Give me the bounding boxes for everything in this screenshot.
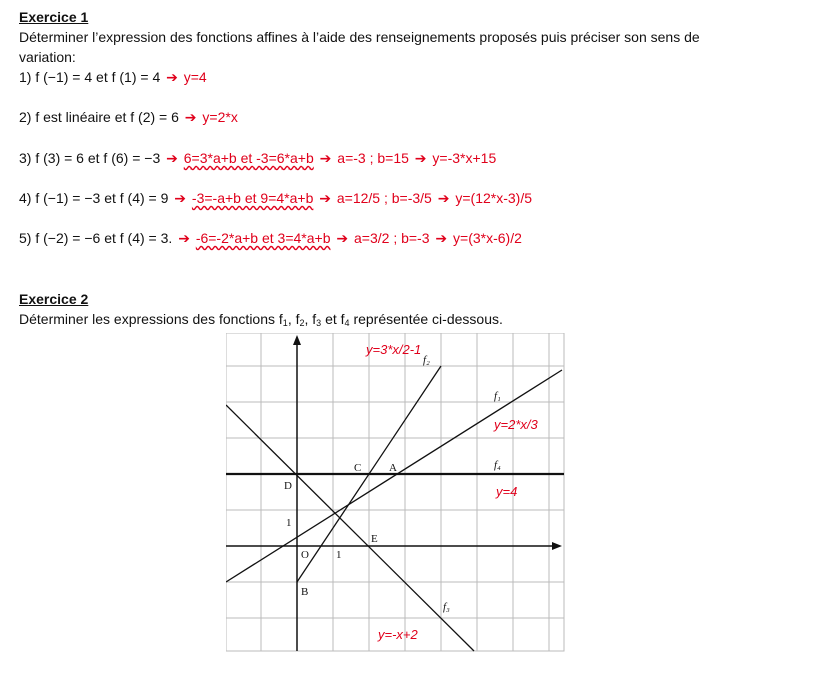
instruction-text: représentée ci-dessous. — [349, 311, 503, 327]
arrow-right-icon: ➔ — [166, 69, 178, 85]
equation-f3: y=-x+2 — [378, 627, 418, 642]
system-equations: -6=-2*a+b et 3=4*a+b — [195, 230, 331, 246]
origin-label: O — [301, 549, 309, 561]
subscript: 2 — [299, 318, 305, 328]
exercise-2-instruction — [19, 309, 503, 333]
question: 5) f (−2) = −6 et f (4) = 3. — [19, 230, 173, 246]
equation-f2: y=3*x/2-1 — [366, 342, 422, 357]
coefficients: a=-3 ; b=15 — [337, 150, 409, 166]
arrow-right-icon: ➔ — [166, 150, 178, 166]
answer: y=(12*x-3)/5 — [455, 190, 533, 206]
curve-label-f2: f₂ — [423, 354, 430, 366]
curve-label-f3: f₃ — [443, 601, 450, 613]
arrow-right-icon: ➔ — [184, 109, 197, 125]
question: 2) f est linéaire et f (2) = 6 — [19, 109, 179, 125]
question: 1) f (−1) = 4 et f (1) = 4 — [19, 69, 161, 85]
line-f3 — [226, 405, 474, 651]
point-label-c: C — [354, 462, 362, 474]
curve-label-f4: f₄ — [494, 459, 501, 471]
separator: , f — [287, 311, 300, 327]
coefficients: a=3/2 ; b=-3 — [354, 230, 430, 246]
arrow-right-icon: ➔ — [319, 150, 332, 166]
equation-f4: y=4 — [496, 484, 518, 499]
arrow-right-icon: ➔ — [319, 190, 331, 206]
answer: y=(3*x-6)/2 — [453, 230, 522, 246]
coefficients: a=12/5 ; b=-3/5 — [336, 190, 432, 206]
instruction-text: Déterminer les expressions des fonctions f — [19, 311, 283, 327]
arrow-right-icon: ➔ — [174, 190, 187, 206]
exercise-1-title: Exercice 1 — [19, 9, 89, 25]
arrow-right-icon: ➔ — [435, 230, 448, 246]
answer: y=2*x — [202, 109, 238, 125]
curve-label-f1: f₁ — [494, 390, 501, 402]
system-equations: -3=-a+b et 9=4*a+b — [191, 190, 314, 206]
separator: , f — [304, 311, 317, 327]
arrow-right-icon: ➔ — [437, 190, 450, 206]
arrow-right-icon: ➔ — [178, 230, 190, 246]
arrow-right-icon: ➔ — [414, 150, 427, 166]
question: 3) f (3) = 6 et f (6) = −3 — [19, 150, 161, 166]
exercise-1-instruction-line-1: Déterminer l’expression des fonctions affines à l’aide des renseignements proposés puis préciser son sens de — [19, 29, 700, 45]
y-unit-label: 1 — [286, 517, 292, 529]
exercise-1-item-3 — [19, 148, 496, 168]
x-axis-arrow-icon — [552, 542, 562, 550]
subscript: 4 — [344, 318, 350, 328]
separator: et f — [321, 311, 345, 327]
y-axis-arrow-icon — [293, 335, 301, 345]
point-label-d: D — [284, 480, 292, 492]
equation-f1: y=2*x/3 — [494, 417, 538, 432]
exercise-1-item-1 — [19, 67, 207, 87]
point-label-e: E — [371, 533, 378, 545]
subscript: 1 — [282, 318, 288, 328]
answer: y=4 — [183, 69, 207, 85]
point-label-b: B — [301, 586, 309, 598]
point-label-a: A — [389, 462, 397, 474]
exercise-1-instruction-line-2: variation: — [19, 49, 76, 65]
system-equations: 6=3*a+b et -3=6*a+b — [183, 150, 314, 166]
exercise-2-title: Exercice 2 — [19, 291, 89, 307]
arrow-right-icon: ➔ — [336, 230, 349, 246]
function-graph — [226, 333, 566, 653]
x-unit-label: 1 — [336, 549, 342, 561]
question: 4) f (−1) = −3 et f (4) = 9 — [19, 190, 169, 206]
answer: y=-3*x+15 — [432, 150, 497, 166]
exercise-1-item-4 — [19, 188, 532, 208]
subscript: 3 — [316, 318, 322, 328]
exercise-1-item-2 — [19, 107, 238, 127]
exercise-1-item-5 — [19, 228, 522, 248]
